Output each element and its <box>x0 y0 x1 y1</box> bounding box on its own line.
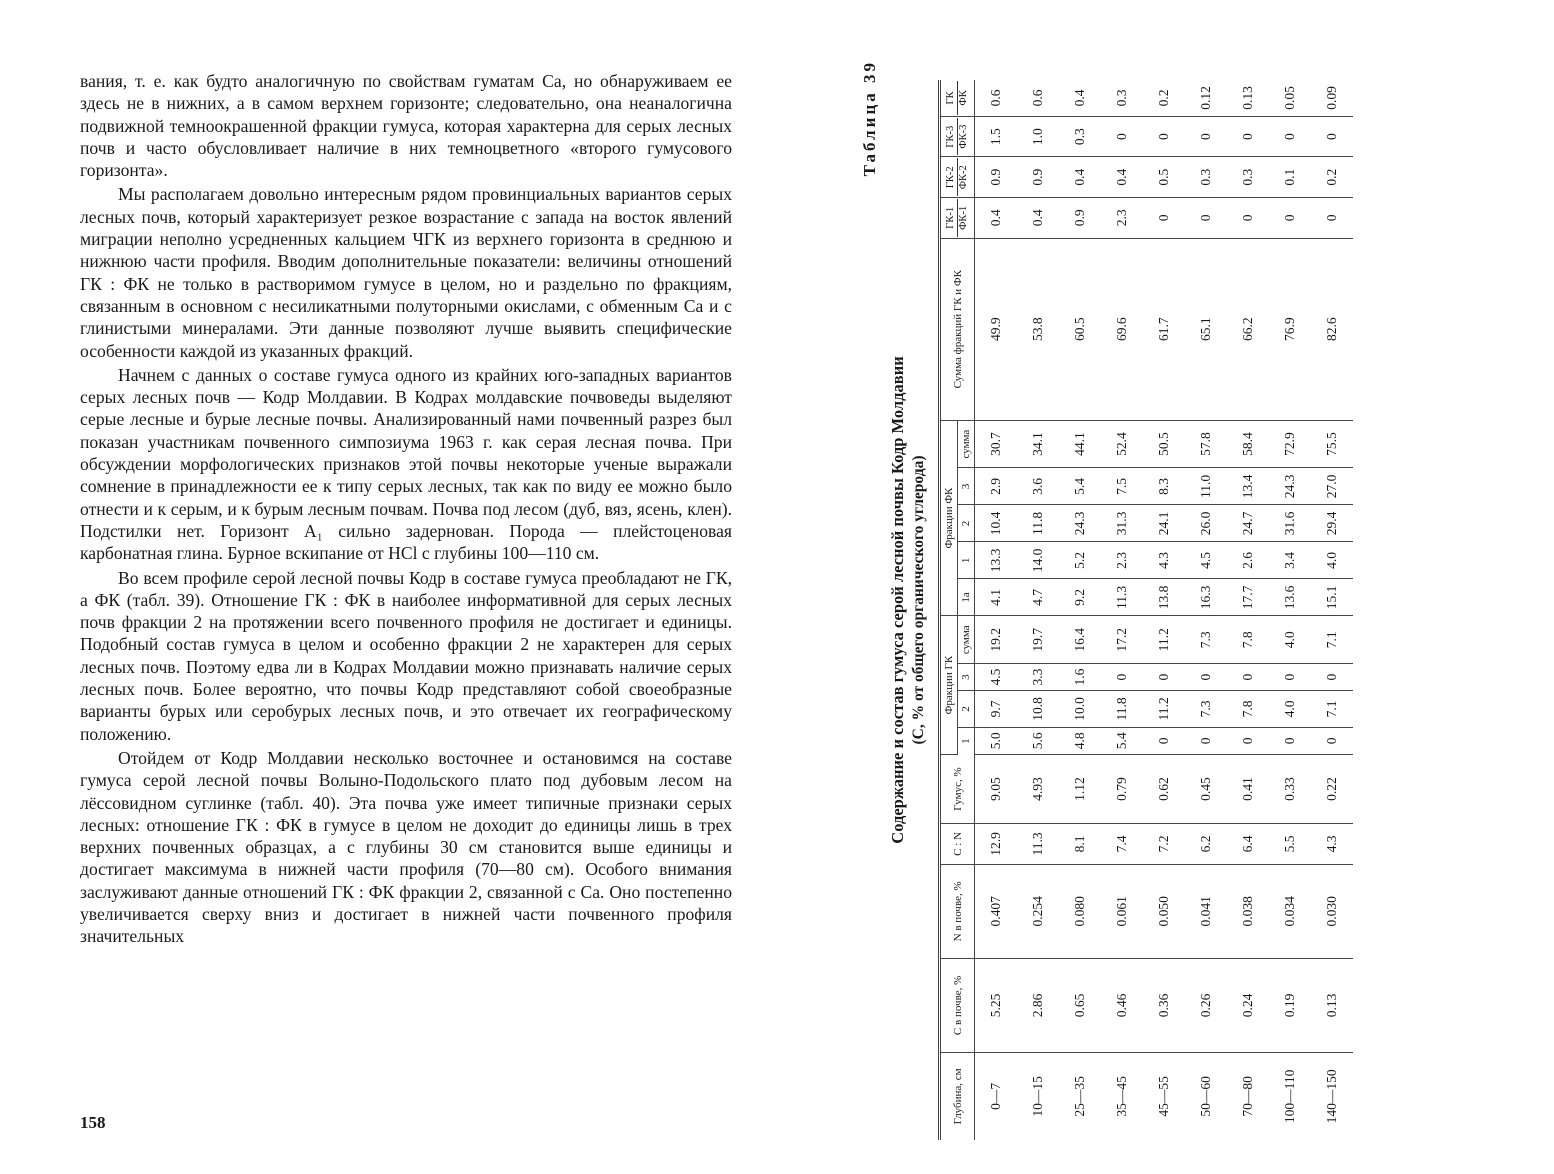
table-title: Содержание и состав гумуса серой лесной почвы Кодр Молдавии <box>888 356 907 844</box>
table-cell: 58.4 <box>1227 420 1269 468</box>
table-cell: 0.26 <box>1185 959 1227 1053</box>
table-cell: 61.7 <box>1143 238 1185 420</box>
table-cell: 0 <box>1311 116 1353 157</box>
table-cell: 4.8 <box>1059 727 1101 754</box>
table-cell: 17.7 <box>1227 579 1269 616</box>
table-cell: 0 <box>1143 198 1185 239</box>
table-cell: 4.93 <box>1017 754 1059 824</box>
table-row <box>1227 80 1269 1140</box>
table-cell: 0.3 <box>1227 157 1269 198</box>
table-subtitle: (С, % от общего органического углерода) <box>910 455 927 745</box>
table-cell: 13.4 <box>1227 468 1269 505</box>
table-cell: 0 <box>1269 664 1311 691</box>
table-cell: 0—7 <box>988 1082 1003 1110</box>
table-cell: 0.05 <box>1269 80 1311 116</box>
table-cell: 3.4 <box>1269 542 1311 579</box>
header-ratio-3: ГК-3 ФК-3 <box>940 116 975 157</box>
table-cell: 0.13 <box>1311 959 1353 1053</box>
table-cell: 6.4 <box>1227 824 1269 864</box>
table-cell: 100—110 <box>1282 1069 1297 1124</box>
header-fk-3: 3 <box>958 468 975 505</box>
table-cell: 26.0 <box>1185 505 1227 542</box>
table-cell: 19.7 <box>1017 616 1059 664</box>
table-cell: 24.1 <box>1143 505 1185 542</box>
table-cell: 44.1 <box>1059 420 1101 468</box>
table-cell: 0 <box>1185 116 1227 157</box>
table-cell: 2.86 <box>1017 959 1059 1053</box>
table-cell: 0.45 <box>1185 754 1227 824</box>
table-cell: 35—45 <box>1114 1076 1129 1117</box>
header-humus: Гумус, % <box>940 754 975 824</box>
table-cell: 0 <box>1227 664 1269 691</box>
table-cell: 0 <box>1185 727 1227 754</box>
table-cell: 0.061 <box>1101 864 1143 959</box>
table-cell: 7.1 <box>1311 690 1353 727</box>
table-cell: 0.19 <box>1269 959 1311 1053</box>
table-cell: 15.1 <box>1311 579 1353 616</box>
table-cell: 24.7 <box>1227 505 1269 542</box>
table-cell: 0.09 <box>1311 80 1353 116</box>
table-cell: 30.7 <box>975 420 1018 468</box>
table-cell: 17.2 <box>1101 616 1143 664</box>
table-cell: 0 <box>1101 116 1143 157</box>
table-cell: 0 <box>1143 116 1185 157</box>
header-cn: C : N <box>940 824 975 864</box>
paragraph: Отойдем от Кодр Молдавии несколько восточнее и остановимся на составе гумуса серой лесной почвы Волыно-Подольского плато под дубовым лесом на лёссовидном суглинке (табл. 40). Эта почва уже имеет типичные признаки серых лесных: отношение ГК : ФК в гумусе в целом не доходит до единицы лишь в трех верхних почвенных образцах, а с глубины 30 см становится выше единицы и достигает максимума в нижней части профиля (70—80 см). Особого внимания заслуживают данные отношений ГК : ФК фракции 2, связанной с Са. Оно постепенно увеличивается сверху вниз и достигает в нижней части почвенного профиля значительных <box>80 747 732 947</box>
table-cell: 16.4 <box>1059 616 1101 664</box>
table-cell: 45—55 <box>1156 1076 1171 1117</box>
rotated-table-page <box>860 60 1500 1140</box>
table-cell: 57.8 <box>1185 420 1227 468</box>
table-cell: 2.9 <box>975 468 1018 505</box>
header-fk-group: Фракции ФК <box>940 420 958 616</box>
table-cell: 0.041 <box>1185 864 1227 959</box>
table-cell: 0.62 <box>1143 754 1185 824</box>
table-cell: 5.6 <box>1017 727 1059 754</box>
header-ratio-total: ГК ФК <box>940 80 975 116</box>
table-row <box>975 80 1018 1140</box>
table-body <box>975 80 1354 1140</box>
table-cell: 0 <box>1143 727 1185 754</box>
table-cell: 0 <box>1101 664 1143 691</box>
table-cell: 0.407 <box>975 864 1018 959</box>
table-cell: 0 <box>1311 727 1353 754</box>
table-cell: 1.12 <box>1059 754 1101 824</box>
table-cell: 0.2 <box>1143 80 1185 116</box>
paragraph: вания, т. е. как будто аналогичную по свойствам гуматам Са, но обнаруживаем ее здесь не в нижних, а в самом верхнем горизонте; следовательно, она неаналогична подвижной темноокрашенной фракции гумуса, которая характерна для серых лесных почв и часто обусловливает наличие в них темноцветного «второго гумусового горизонта». <box>80 71 732 181</box>
table-cell: 0.9 <box>1017 157 1059 198</box>
table-cell: 11.8 <box>1017 505 1059 542</box>
header-ratio-1: ГК-1 ФК-1 <box>940 198 975 239</box>
table-cell: 10.0 <box>1059 690 1101 727</box>
header-gk-3: 3 <box>958 664 975 691</box>
table-cell: 29.4 <box>1311 505 1353 542</box>
table-cell: 0.1 <box>1269 157 1311 198</box>
table-cell: 82.6 <box>1311 238 1353 420</box>
header-fk-1a: 1а <box>958 579 975 616</box>
table-cell: 12.9 <box>975 824 1018 864</box>
header-fk-1: 1 <box>958 542 975 579</box>
table-cell: 7.8 <box>1227 690 1269 727</box>
table-cell: 31.6 <box>1269 505 1311 542</box>
table-cell: 9.05 <box>975 754 1018 824</box>
table-cell: 0.4 <box>1059 80 1101 116</box>
table-cell: 4.5 <box>1185 542 1227 579</box>
table-cell: 7.3 <box>1185 690 1227 727</box>
table-cell: 13.6 <box>1269 579 1311 616</box>
table-cell: 65.1 <box>1185 238 1227 420</box>
table-cell: 7.4 <box>1101 824 1143 864</box>
table-cell: 7.8 <box>1227 616 1269 664</box>
header-gk-1: 1 <box>958 727 975 754</box>
table-row <box>1143 80 1185 1140</box>
table-cell: 16.3 <box>1185 579 1227 616</box>
table-cell: 25—35 <box>1072 1076 1087 1117</box>
table-cell: 11.0 <box>1185 468 1227 505</box>
table-cell: 10.8 <box>1017 690 1059 727</box>
table-row <box>1017 80 1059 1140</box>
table-cell: 2.3 <box>1101 198 1143 239</box>
table-cell: 3.6 <box>1017 468 1059 505</box>
table-cell: 0.3 <box>1185 157 1227 198</box>
table-cell: 11.2 <box>1143 690 1185 727</box>
table-cell: 0 <box>1311 198 1353 239</box>
table-cell: 4.0 <box>1269 616 1311 664</box>
table-row <box>1269 80 1311 1140</box>
table-cell: 10—15 <box>1030 1076 1045 1117</box>
table-row <box>1101 80 1143 1140</box>
table-cell: 24.3 <box>1269 468 1311 505</box>
table-cell: 4.7 <box>1017 579 1059 616</box>
table-cell: 0.4 <box>975 198 1018 239</box>
table-cell: 7.3 <box>1185 616 1227 664</box>
table-cell: 0.030 <box>1311 864 1353 959</box>
header-gk-2: 2 <box>958 690 975 727</box>
table-cell: 50.5 <box>1143 420 1185 468</box>
table-cell: 0.6 <box>975 80 1018 116</box>
page-number: 158 <box>80 1113 106 1132</box>
table-cell: 7.1 <box>1311 616 1353 664</box>
header-ratio-2: ГК-2 ФК-2 <box>940 157 975 198</box>
table-cell: 75.5 <box>1311 420 1353 468</box>
table-cell: 0.22 <box>1311 754 1353 824</box>
table-cell: 19.2 <box>975 616 1018 664</box>
table-row <box>1311 80 1353 1140</box>
table-cell: 76.9 <box>1269 238 1311 420</box>
table-cell: 60.5 <box>1059 238 1101 420</box>
table-cell: 5.2 <box>1059 542 1101 579</box>
table-cell: 69.6 <box>1101 238 1143 420</box>
table-cell: 0.6 <box>1017 80 1059 116</box>
table-cell: 0 <box>1227 727 1269 754</box>
table-cell: 0.038 <box>1227 864 1269 959</box>
left-page <box>80 70 732 948</box>
table-cell: 3.3 <box>1017 664 1059 691</box>
table-cell: 0.034 <box>1269 864 1311 959</box>
header-sum-all: Сумма фракций ГК и ФК <box>940 238 975 420</box>
table-cell: 50—60 <box>1198 1076 1213 1117</box>
table-cell: 0 <box>1185 664 1227 691</box>
table-cell: 0.12 <box>1185 80 1227 116</box>
table-cell: 0.254 <box>1017 864 1059 959</box>
header-fk-sum: сумма <box>958 420 975 468</box>
table-cell: 13.8 <box>1143 579 1185 616</box>
table-cell: 27.0 <box>1311 468 1353 505</box>
table-cell: 0.13 <box>1227 80 1269 116</box>
header-fk-2: 2 <box>958 505 975 542</box>
table-cell: 0 <box>1269 198 1311 239</box>
table-cell: 1.5 <box>975 116 1018 157</box>
table-cell: 0 <box>1311 664 1353 691</box>
header-n: N в почве, % <box>940 864 975 959</box>
table-cell: 9.7 <box>975 690 1018 727</box>
table-cell: 4.3 <box>1311 824 1353 864</box>
table-cell: 49.9 <box>975 238 1018 420</box>
header-gk-sum: сумма <box>958 616 975 664</box>
table-cell: 11.3 <box>1101 579 1143 616</box>
table-cell: 34.1 <box>1017 420 1059 468</box>
table-cell: 0 <box>1185 198 1227 239</box>
table-cell: 0.4 <box>1101 157 1143 198</box>
table-cell: 8.3 <box>1143 468 1185 505</box>
table-cell: 0.2 <box>1311 157 1353 198</box>
table-cell: 1.0 <box>1017 116 1059 157</box>
table-cell: 4.0 <box>1269 690 1311 727</box>
table-cell: 0.9 <box>975 157 1018 198</box>
table-cell: 0.080 <box>1059 864 1101 959</box>
table-cell: 8.1 <box>1059 824 1101 864</box>
table-cell: 66.2 <box>1227 238 1269 420</box>
table-cell: 0.46 <box>1101 959 1143 1053</box>
table-cell: 0.4 <box>1059 157 1101 198</box>
table-cell: 0.24 <box>1227 959 1269 1053</box>
table-cell: 0 <box>1143 664 1185 691</box>
table-cell: 24.3 <box>1059 505 1101 542</box>
table-cell: 10.4 <box>975 505 1018 542</box>
table-cell: 0.4 <box>1017 198 1059 239</box>
table-cell: 0.3 <box>1059 116 1101 157</box>
table-cell: 31.3 <box>1101 505 1143 542</box>
table-cell: 11.2 <box>1143 616 1185 664</box>
data-table <box>938 80 1353 1140</box>
table-cell: 70—80 <box>1240 1076 1255 1117</box>
header-c: С в почве, % <box>940 959 975 1053</box>
table-cell: 0.79 <box>1101 754 1143 824</box>
table-cell: 4.5 <box>975 664 1018 691</box>
table-cell: 5.0 <box>975 727 1018 754</box>
table-cell: 0.5 <box>1143 157 1185 198</box>
table-cell: 0.9 <box>1059 198 1101 239</box>
table-cell: 11.3 <box>1017 824 1059 864</box>
table-cell: 4.1 <box>975 579 1018 616</box>
table-cell: 1.6 <box>1059 664 1101 691</box>
table-cell: 7.2 <box>1143 824 1185 864</box>
table-cell: 0.41 <box>1227 754 1269 824</box>
table-cell: 6.2 <box>1185 824 1227 864</box>
table-cell: 5.25 <box>975 959 1018 1053</box>
table-cell: 9.2 <box>1059 579 1101 616</box>
table-cell: 5.4 <box>1101 727 1143 754</box>
table-cell: 5.4 <box>1059 468 1101 505</box>
table-cell: 0.36 <box>1143 959 1185 1053</box>
table-cell: 53.8 <box>1017 238 1059 420</box>
table-label: Таблица 39 <box>860 60 879 177</box>
table-cell: 14.0 <box>1017 542 1059 579</box>
table-row <box>1059 80 1101 1140</box>
table-cell: 0.65 <box>1059 959 1101 1053</box>
table-cell: 2.6 <box>1227 542 1269 579</box>
table-cell: 11.8 <box>1101 690 1143 727</box>
table-cell: 72.9 <box>1269 420 1311 468</box>
table-cell: 0 <box>1227 198 1269 239</box>
table-cell: 5.5 <box>1269 824 1311 864</box>
table-cell: 13.3 <box>975 542 1018 579</box>
table-cell: 0.3 <box>1101 80 1143 116</box>
table-cell: 2.3 <box>1101 542 1143 579</box>
paragraph: Мы располагаем довольно интересным рядом провинциальных вариантов серых лесных почв, который характеризует резкое возрастание с запада на восток явлений миграции неполно усредненных кальцием ЧГК из верхнего горизонта в среднюю и нижнюю части профиля. Вводим дополнительные показатели: величины отношений ГК : ФК не только в растворимом гумусе в целом, но и раздельно по фракциям, связанным в основном с несиликатными полуторными окислами, с обменным Са и с глинистыми минералами. Эти данные позволяют лучше выявить специфические особенности каждой из указанных фракций. <box>80 184 732 361</box>
table-cell: 0.050 <box>1143 864 1185 959</box>
table-cell: 7.5 <box>1101 468 1143 505</box>
table-cell: 4.0 <box>1311 542 1353 579</box>
table-cell: 0 <box>1227 116 1269 157</box>
table-cell: 4.3 <box>1143 542 1185 579</box>
paragraph: Во всем профиле серой лесной почвы Кодр в составе гумуса преобладают не ГК, а ФК (табл. 39). Отношение ГК : ФК в наиболее информативной для серых лесных почв фракции 2 на протяжении всего почвенного профиля не достигает и единицы. Подобный состав гумуса в целом и особенно фракции 2 не характерен для серых лесных почв. Поэтому едва ли в Кодрах Молдавии можно признавать наличие серых лесных почв. Более вероятно, что почвы Кодр представляют собой своеобразные варианты бурых или серобурых лесных почв, и это отвечает их географическому положению. <box>80 567 732 744</box>
table-cell: 0 <box>1269 727 1311 754</box>
table-cell: 52.4 <box>1101 420 1143 468</box>
paragraph: Начнем с данных о составе гумуса одного из крайних юго-западных вариантов серых лесных почв — Кодр Молдавии. В Кодрах молдавские почвоведы выделяют серые лесные и бурые лесные почвы. Анализированный нами почвенный разрез был показан участникам почвенного симпозиума 1963 г. как серая лесная почва. При обсуждении морфологических признаков этой почвы некоторые ученые выражали сомнение в принадлежности ее к типу серых лесных, так как по виду ее можно было отнести и к серым, и к бурым лесным почвам. Почва под лесом (дуб, вяз, ясень, клен). Подстилки нет. Горизонт A₁ сильно задернован. Порода — плейстоценовая карбонатная глина. Бурное вскипание от HCl с глубины 100—110 см. <box>80 364 732 564</box>
table-row <box>1185 80 1227 1140</box>
table-cell: 140—150 <box>1324 1069 1339 1124</box>
table-cell: 0.33 <box>1269 754 1311 824</box>
table-cell: 0 <box>1269 116 1311 157</box>
header-gk-group: Фракции ГК <box>940 616 958 754</box>
header-depth: Глубина, см <box>940 1052 975 1140</box>
